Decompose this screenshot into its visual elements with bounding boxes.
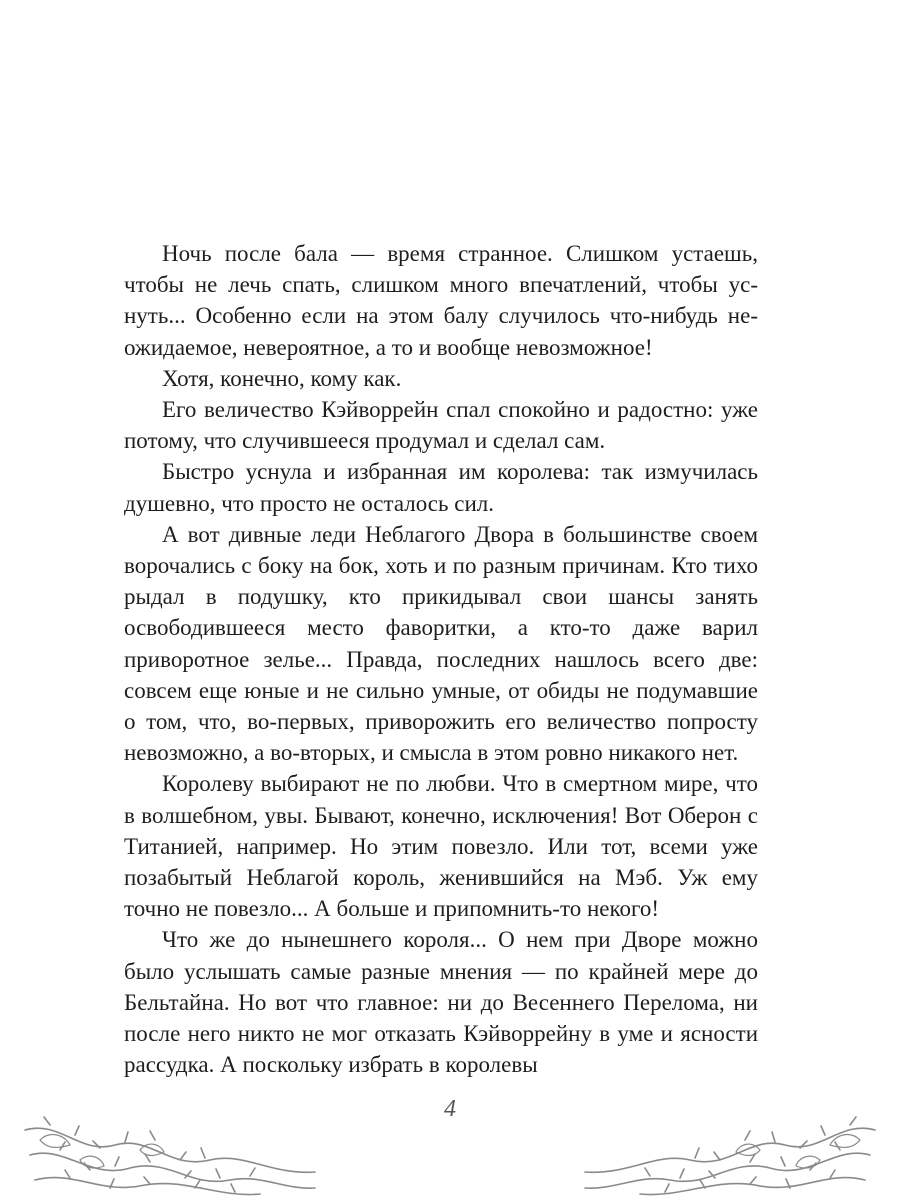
paragraph: Что же до нынешнего короля... О нем при Дворе можно было услышать самые разные мнения — по крайней мере до Бельтайна. Но вот что главное: ни до Весеннего Перелома, ни после него никто не мог отказать Кэйворрейну в уме и ясности рассудка. А поскольку избрать в королевы [124,927,758,1078]
page-number: 4 [444,1096,456,1122]
paragraph: Быстро уснула и избранная им королева: так измучилась душевно, что просто не осталось сил. [124,459,758,516]
paragraph: Его величество Кэйворрейн спал спокойно и радостно: уже потому, что случившееся продумал и сделал сам. [124,397,758,454]
paragraph: Ночь после бала — время странное. Слишком устаешь, чтобы не лечь спать, слишком много впечатлений, чтобы уснуть... Особенно если на этом балу случилось что-нибудь неожидаемое, невероятное, а то и вообще невозможное! [124,241,758,360]
body-text [124,238,758,1080]
paragraph: Хотя, конечно, кому как. [162,365,402,391]
paragraph: Королеву выбирают не по любви. Что в смертном мире, что в волшебном, увы. Бывают, конечно, исключения! Вот Оберон с Титанией, например. Но этим повезло. Или тот, всеми уже позабытый Неблагой король, женившийся на Мэб. Уж ему точно не повезло... А больше и припомнить-то некого! [124,771,758,922]
thorny-vine-ornament-icon [580,1100,880,1200]
paragraph: А вот дивные леди Неблагого Двора в большинстве своем ворочались с боку на бок, хоть и по разным причинам. Кто тихо рыдал в подушку, кто прикидывал свои шансы занять освободившееся место фаворитки, а кто-то даже варил приворотное зелье... Правда, последних нашлось всего две: совсем еще юные и не сильно умные, от обиды не подумавшие о том, что, во-первых, приворожить его величество попросту невозможно, а во-вторых, и смысла в этом ровно никакого нет. [124,521,758,766]
